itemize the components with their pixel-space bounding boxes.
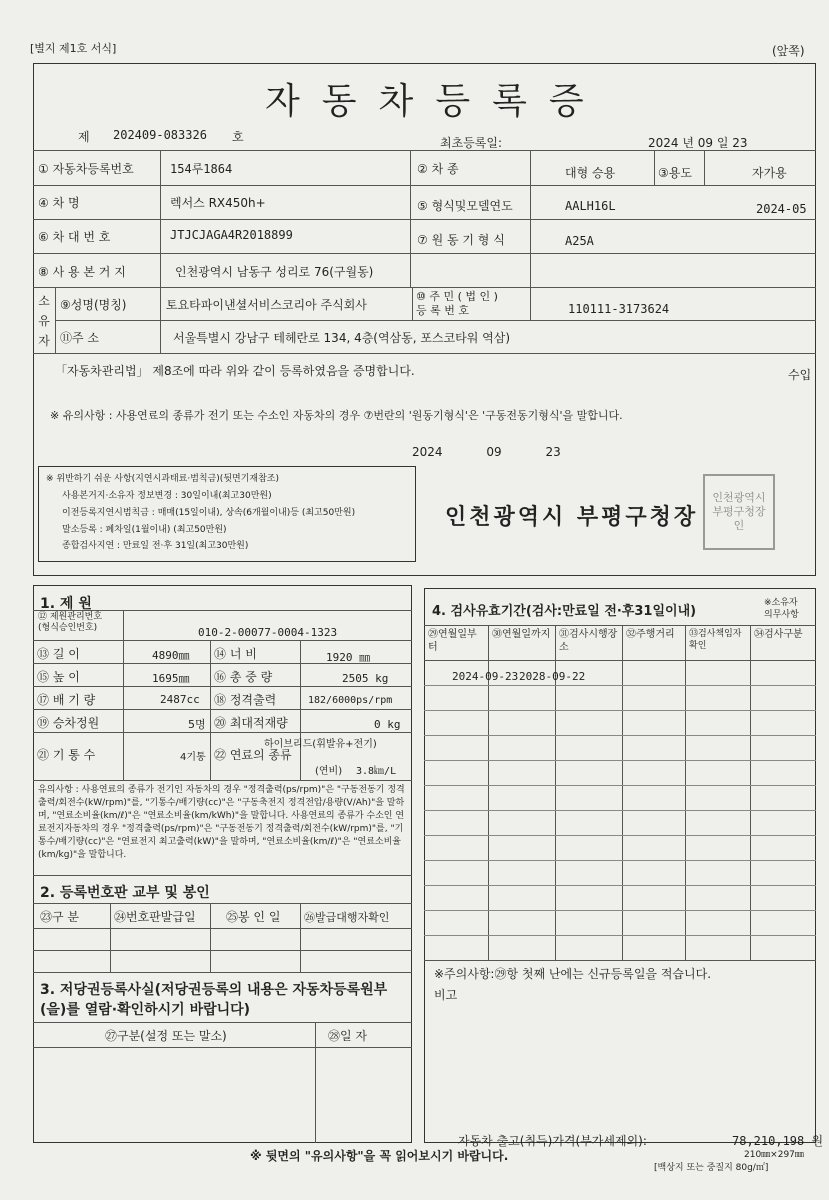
spec-eff-label: (연비) [315, 766, 343, 777]
lien-col-type: ㉗구분(설정 또는 말소) [105, 1029, 227, 1043]
spec-eff-value: 3.8㎞/L [356, 766, 397, 777]
spec-notice: 유의사항 : 사용연료의 종류가 전기인 자동차의 경우 "정격출력(ps/rpm)"은 "구동전동기 정격출력/회전수(kW/rpm)"를, "기통수/배기량(cc)"은 "구동축전지 정격전압/용량(V/Ah)"을 말하며, "연료소비율(km/ℓ)"은 "연료소비율(km/kWh)"을 말합니다. 사용연료의 종류가 수소인 연료전지자동차의 경우 "정격출력(ps/rpm)"은 "구동전동기 정격출력/회전수(kW/rpm)"를, "기통수/배기량(cc)"은 "연료전지 최고출력(kW)"을 말하며, "연료소비율(km/ℓ)"은 "연료소비율(km/kg)"을 말합니다. [38, 785, 405, 860]
stamp-tax-label: 수입 [788, 368, 812, 382]
lien-title: 3. 저당권등록사실(저당권등록의 내용은 자동차등록원부(을)를 열람·확인하시기 바랍니다) [40, 982, 388, 1018]
first-reg-date: 2024 년 09 일 23 [648, 136, 748, 150]
front-side-label: (앞쪽) [772, 44, 805, 58]
type-label: ② 차 종 [417, 162, 459, 176]
owner-addr-value: 서울특별시 강남구 테헤란로 134, 4층(역삼동, 포스코타워 역삼) [173, 331, 511, 345]
base-value: 인천광역시 남동구 성리로 76(구월동) [175, 265, 374, 279]
document-title: 자동차등록증 [265, 81, 606, 122]
lien-col-date: ㉘일 자 [328, 1029, 367, 1043]
spec-fuel-value: 하이브리드(휘발유+전기) [264, 739, 377, 750]
spec-length-label: ⑬ 길 이 [37, 647, 80, 661]
owner-name-label: ⑨성명(명칭) [60, 298, 127, 312]
form-label: [별지 제1호 서식] [30, 42, 117, 55]
spec-length-value: 4890㎜ [152, 649, 190, 662]
notice-text: ※ 유의사항 : 사용연료의 종류가 전기 또는 수소인 자동차의 경우 ⑦번란의 '원동기형식'은 '구동전동기형식'을 말합니다. [50, 409, 623, 422]
inspect-col-to: ㉚연월일까지 [492, 629, 551, 640]
inspect-col-from: ㉙연월일부터 [428, 629, 477, 653]
owner-idno-label: ⑩ 주 민 ( 법 인 ) 등 록 번 호 [416, 290, 498, 317]
inspect-to-value: 2028-09-22 [519, 670, 586, 683]
year-label: ⑤ 형식및모델연도 [417, 199, 513, 213]
spec-weight-label: ⑯ 총 중 량 [214, 670, 273, 684]
cert-no-suffix: 호 [232, 130, 244, 144]
spec-height-label: ⑮ 높 이 [37, 670, 80, 684]
first-reg-label: 최초등록일: [440, 136, 503, 150]
model-label: ④ 차 명 [38, 196, 80, 210]
spec-power-label: ⑱ 정격출력 [214, 693, 277, 707]
engine-value: A25A [565, 234, 594, 248]
spec-weight-value: 2505 kg [342, 672, 389, 685]
cert-number: 202409-083326 [113, 128, 207, 142]
inspect-from-value: 2024-09-23 [452, 670, 519, 683]
plate-col-type: ㉓구 분 [40, 910, 79, 924]
use-value: 자가용 [752, 166, 787, 180]
plate-title: 2. 등록번호판 교부 및 봉인 [40, 885, 210, 901]
engine-label: ⑦ 원 동 기 형 식 [417, 233, 505, 247]
paper-size: 210㎜×297㎜ [744, 1150, 804, 1160]
spec-seat-label: ⑲ 승차정원 [37, 716, 100, 730]
law-statement: 「자동차관리법」 제8조에 따라 위와 같이 등록하였음을 증명합니다. [55, 364, 415, 378]
plate-col-seal-date: ㉕봉 인 일 [226, 910, 281, 924]
spec-load-label: ⑳ 최대적재량 [214, 716, 288, 730]
penalty-line-4: 종합검사지연 : 만료일 전·후 31일(최고30만원) [62, 541, 249, 551]
penalty-line-2: 이전등록지연시범칙금 : 매매(15일이내), 상속(6개월이내)등 (최고50만원) [62, 508, 356, 518]
spec-mgmt-label: ⑫ 제원관리번호 (형식승인번호) [38, 612, 103, 633]
owner-addr-label: ⑪주 소 [60, 331, 99, 345]
spec-title: 1. 제 원 [40, 596, 92, 612]
paper-type: [백상지 또는 중질지 80g/㎡] [654, 1163, 769, 1173]
reg-no-label: ① 자동차등록번호 [38, 162, 134, 176]
plate-col-agent: ㉖발급대행자확인 [304, 911, 390, 924]
penalty-title: ※ 위반하기 쉬운 사항(지연시과태료·범칙금)(뒷면기재참조) [46, 474, 279, 484]
inspect-col-inspector: ㉝검사책임자확인 [689, 629, 742, 651]
inspect-col-kind: ㉞검사구분 [754, 629, 803, 640]
back-side-note: ※ 뒷면의 "유의사항"을 꼭 읽어보시기 바랍니다. [250, 1149, 509, 1163]
inspect-remark: 비고 [434, 988, 458, 1002]
spec-mgmt-value: 010-2-00077-0004-1323 [198, 626, 338, 639]
use-label: ③용도 [658, 166, 692, 180]
spec-disp-label: ⑰ 배 기 량 [37, 693, 96, 707]
owner-side-label: 소유자 [38, 294, 50, 348]
year-model-value: AALH16L [565, 199, 616, 213]
reg-no-value: 154루1864 [170, 162, 233, 176]
owner-idno-value: 110111-3173624 [568, 302, 670, 316]
penalty-line-3: 말소등록 : 폐차일(1월이내) (최고50만원) [62, 525, 227, 535]
inspect-col-mileage: ㉜주행거리 [626, 629, 675, 640]
inspect-col-place: ㉛검사시행장소 [559, 629, 618, 653]
issuing-office: 인천광역시 부평구청장 [445, 504, 699, 530]
penalty-line-1: 사용본거지·소유자 정보변경 : 30일이내(최고30만원) [62, 491, 272, 501]
inspect-owner-note: ※소유자 의무사항 [764, 598, 799, 620]
price-value: 78,210,198 원 [732, 1134, 824, 1148]
issue-date: 2024 09 23 [412, 445, 561, 459]
owner-name-value: 토요타파이낸셜서비스코리아 주식회사 [166, 298, 367, 312]
model-value: 렉서스 RX450h+ [170, 196, 266, 210]
spec-fuel-label: ㉒ 연료의 종류 [214, 748, 292, 762]
vin-label: ⑥ 차 대 번 호 [38, 230, 111, 244]
year-value: 2024-05 [756, 202, 807, 216]
base-label: ⑧ 사 용 본 거 지 [38, 265, 126, 279]
spec-load-value: 0 kg [374, 718, 401, 731]
cert-no-prefix: 제 [78, 130, 90, 144]
spec-height-value: 1695㎜ [152, 672, 190, 685]
inspect-footnote: ※주의사항:㉙항 첫째 난에는 신규등록일을 적습니다. [434, 967, 712, 981]
spec-seat-value: 5명 [188, 718, 206, 731]
type-value: 대형 승용 [565, 166, 616, 180]
plate-col-issue-date: ㉔번호판발급일 [114, 910, 196, 924]
vin-value: JTJCJAGA4R2018899 [170, 228, 293, 242]
spec-cyl-label: ㉑ 기 통 수 [37, 748, 96, 762]
inspect-title: 4. 검사유효기간(검사:만료일 전·후31일이내) [432, 604, 697, 619]
official-seal: 인천광역시 부평구청장 인 [703, 474, 775, 550]
spec-cyl-value: 4기통 [180, 752, 206, 763]
spec-width-label: ⑭ 너 비 [214, 647, 257, 661]
spec-disp-value: 2487cc [160, 693, 200, 706]
spec-width-value: 1920 ㎜ [326, 651, 371, 664]
spec-power-value: 182/6000ps/rpm [308, 695, 393, 706]
price-label: 자동차 출고(취득)가격(부가세제외): [458, 1134, 647, 1148]
